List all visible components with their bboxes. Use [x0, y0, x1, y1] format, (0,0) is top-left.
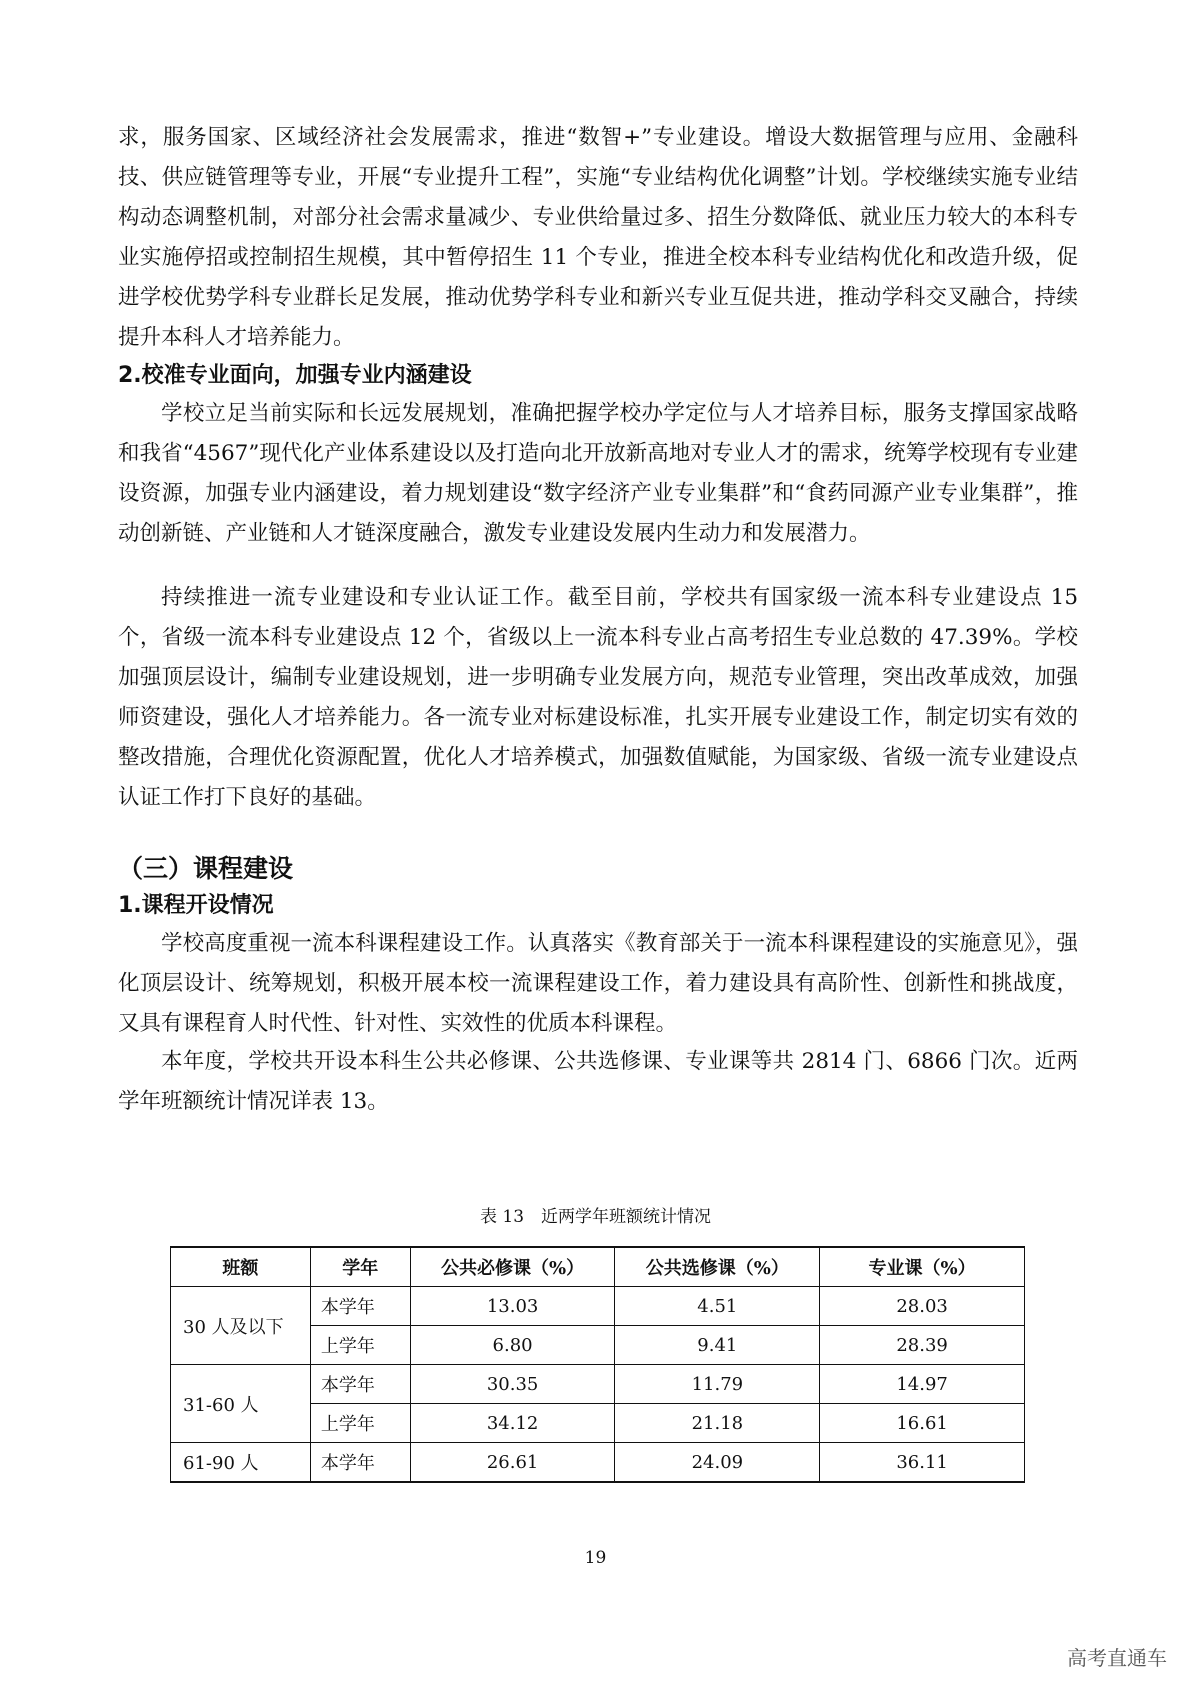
- cell-public-elective: 4.51: [615, 1287, 820, 1326]
- paragraph-first-class-courses: 学校高度重视一流本科课程建设工作。认真落实《教育部关于一流本科课程建设的实施意见》，强化顶层设计、统筹规划，积极开展本校一流课程建设工作，着力建设具有高阶性、创新性和挑战度，又具有课程育人时代性、针对性、实效性的优质本科课程。: [118, 931, 1078, 1036]
- row-group-label: 61-90 人: [171, 1443, 311, 1483]
- header-public-elective: 公共选修课（%）: [615, 1247, 820, 1287]
- header-professional: 专业课（%）: [820, 1247, 1025, 1287]
- header-public-required: 公共必修课（%）: [410, 1247, 615, 1287]
- table-row: [171, 1365, 1025, 1404]
- cell-professional: 14.97: [820, 1365, 1025, 1404]
- cell-public-required: 6.80: [410, 1326, 615, 1365]
- cell-public-required: 13.03: [410, 1287, 615, 1326]
- section-heading-2: 2.校准专业面向，加强专业内涵建设: [118, 363, 472, 388]
- paragraph-intro-continuation: 求，服务国家、区域经济社会发展需求，推进“数智+”专业建设。增设大数据管理与应用、金融科技、供应链管理等专业，开展“专业提升工程”，实施“专业结构优化调整”计划。学校继续实施专业结构动态调整机制，对部分社会需求量减少、专业供给量过多、招生分数降低、就业压力较大的本科专业实施停招或控制招生规模，其中暂停招生 11 个专业，推进全校本科专业结构优化和改造升级，促进学校优势学科专业群长足发展，推动优势学科专业和新兴专业互促共进，推动学科交叉融合，持续提升本科人才培养能力。: [118, 125, 1078, 350]
- cell-public-elective: 24.09: [615, 1443, 820, 1483]
- cell-professional: 28.39: [820, 1326, 1025, 1365]
- table-caption: 表 13 近两学年班额统计情况: [479, 1207, 712, 1227]
- section-heading-course-offering: 1.课程开设情况: [118, 893, 274, 918]
- cell-professional: 36.11: [820, 1443, 1025, 1483]
- cell-public-elective: 9.41: [615, 1326, 820, 1365]
- watermark-text: 高考直通车: [1067, 1646, 1167, 1670]
- class-size-table: [170, 1246, 1025, 1483]
- table-row: [171, 1443, 1025, 1483]
- section-heading-course-construction: （三）课程建设: [118, 854, 294, 883]
- header-academic-year: 学年: [310, 1247, 410, 1287]
- header-class-size: 班额: [171, 1247, 311, 1287]
- paragraph-course-count: 本年度，学校共开设本科生公共必修课、公共选修课、专业课等共 2814 门、6866 门次。近两学年班额统计情况详表 13。: [118, 1049, 1078, 1114]
- cell-public-required: 26.61: [410, 1443, 615, 1483]
- cell-public-required: 30.35: [410, 1365, 615, 1404]
- cell-public-required: 34.12: [410, 1404, 615, 1443]
- row-year: 本学年: [310, 1287, 410, 1326]
- paragraph-professional-connotation: 学校立足当前实际和长远发展规划，准确把握学校办学定位与人才培养目标，服务支撑国家战略和我省“4567”现代化产业体系建设以及打造向北开放新高地对专业人才的需求，统筹学校现有专业建设资源，加强专业内涵建设，着力规划建设“数字经济产业专业集群”和“食药同源产业专业集群”，推动创新链、产业链和人才链深度融合，激发专业建设发展内生动力和发展潜力。: [118, 401, 1078, 546]
- row-year: 上学年: [310, 1326, 410, 1365]
- row-year: 本学年: [310, 1443, 410, 1483]
- row-group-label: 30 人及以下: [171, 1287, 311, 1365]
- cell-public-elective: 11.79: [615, 1365, 820, 1404]
- paragraph-first-class-majors: 持续推进一流专业建设和专业认证工作。截至目前，学校共有国家级一流本科专业建设点 15 个，省级一流本科专业建设点 12 个，省级以上一流本科专业占高考招生专业总数的 47.39%。学校加强顶层设计，编制专业建设规划，进一步明确专业发展方向，规范专业管理，突出改革成效，加强师资建设，强化人才培养能力。各一流专业对标建设标准，扎实开展专业建设工作，制定切实有效的整改措施，合理优化资源配置，优化人才培养模式，加强数值赋能，为国家级、省级一流专业建设点认证工作打下良好的基础。: [118, 585, 1078, 810]
- cell-public-elective: 21.18: [615, 1404, 820, 1443]
- row-year: 本学年: [310, 1365, 410, 1404]
- table-header-row: [171, 1247, 1025, 1287]
- row-year: 上学年: [310, 1404, 410, 1443]
- table-row: [171, 1287, 1025, 1326]
- cell-professional: 28.03: [820, 1287, 1025, 1326]
- page-number: 19: [584, 1548, 607, 1568]
- row-group-label: 31-60 人: [171, 1365, 311, 1443]
- cell-professional: 16.61: [820, 1404, 1025, 1443]
